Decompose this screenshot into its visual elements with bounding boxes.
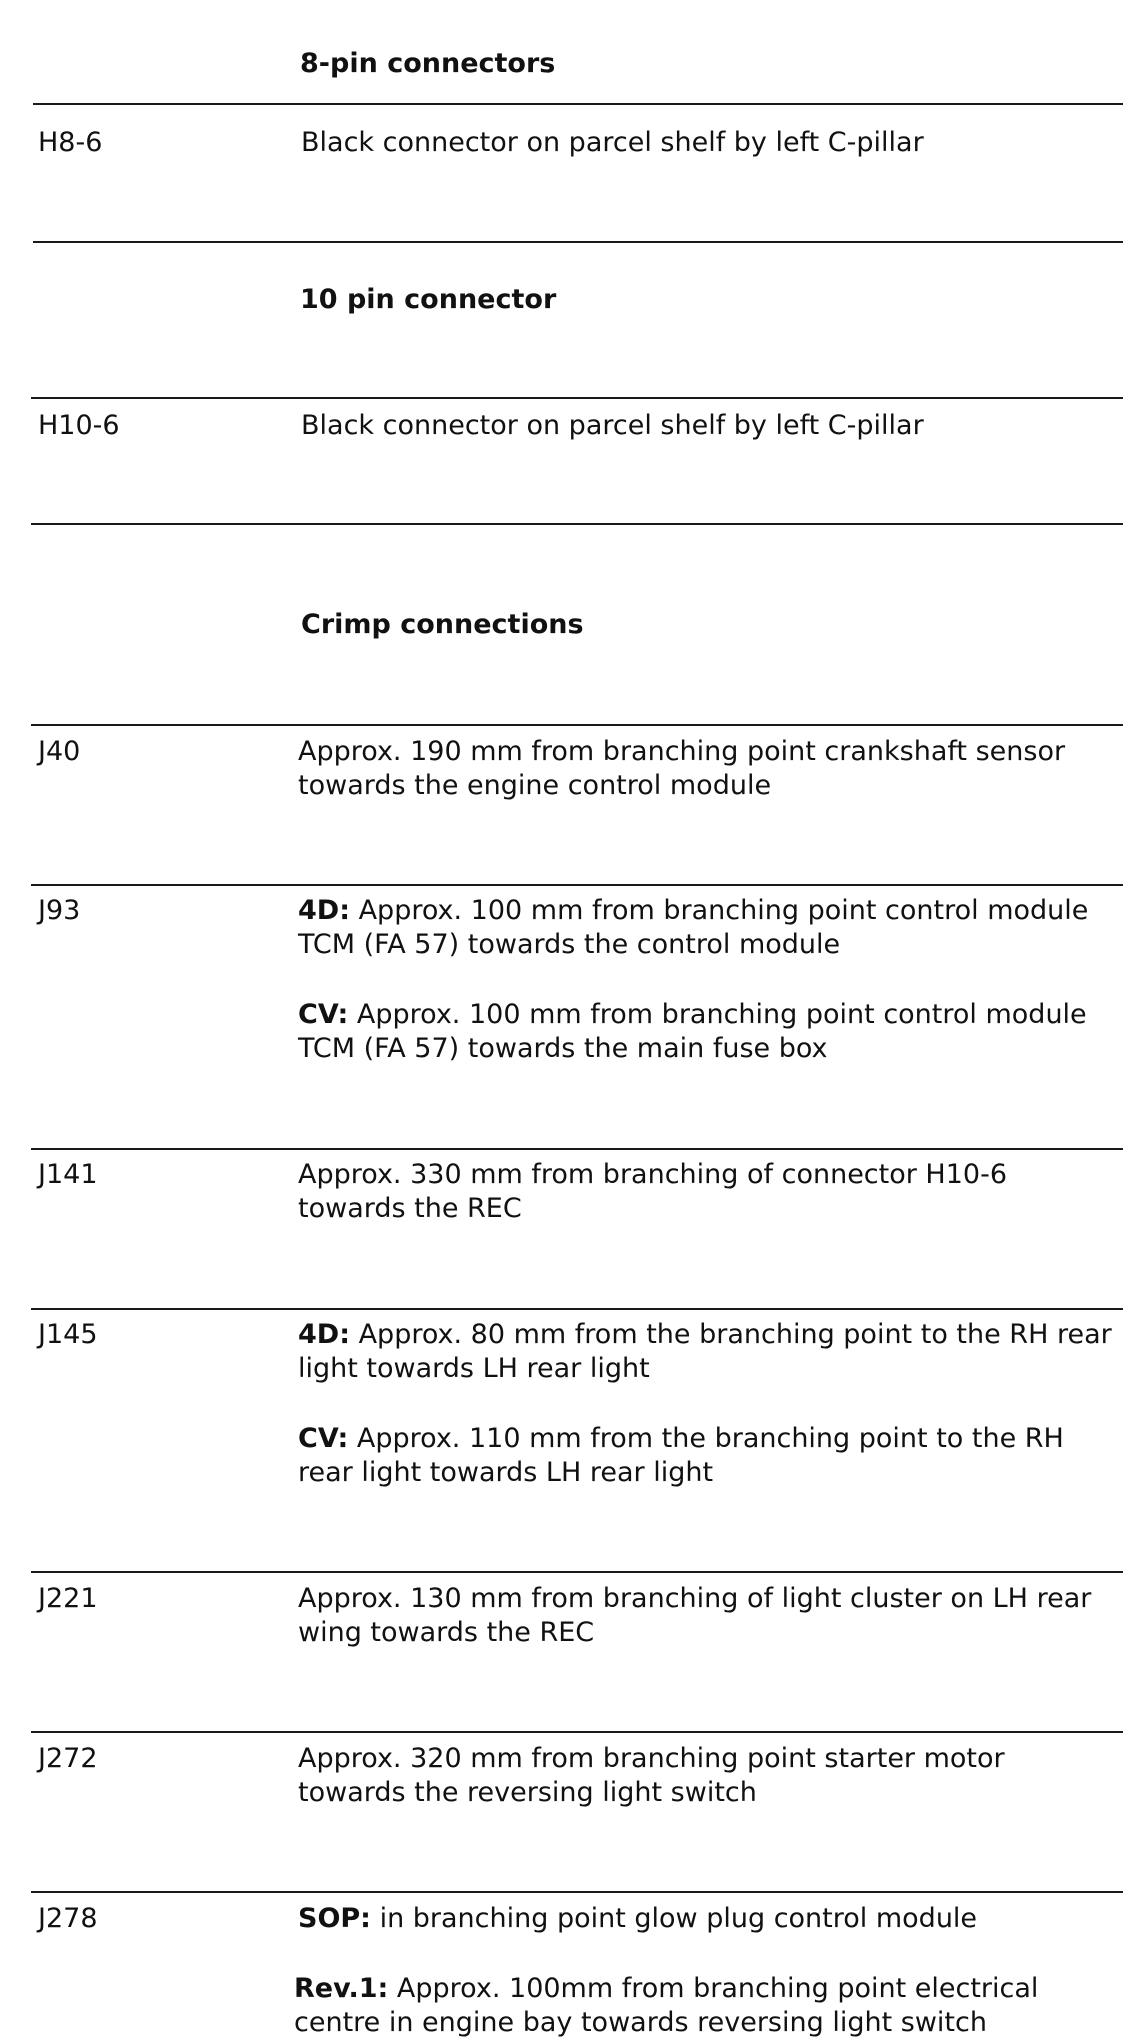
table-rule [31, 397, 1123, 399]
connector-description: SOP: in branching point glow plug control module Rev.1: Approx. 100mm from branching point electrical centre in engine bay towards reversing light switch [294, 1903, 1039, 2038]
connector-description: 4D: Approx. 100 mm from branching point control module TCM (FA 57) towards the control module CV: Approx. 100 mm from branching point control module TCM (FA 57) towards the main fuse box [298, 895, 1089, 1064]
table-rule [31, 724, 1123, 726]
section-heading-8-pin: 8-pin connectors [300, 48, 556, 79]
connector-code: J272 [38, 1743, 98, 1774]
table-rule [31, 1148, 1123, 1150]
section-heading-crimp: Crimp connections [301, 609, 584, 640]
variant-label: SOP: [298, 1903, 371, 1934]
connector-description: Approx. 190 mm from branching point crankshaft sensor towards the engine control module [298, 736, 1066, 801]
connector-description: Approx. 320 mm from branching point starter motor towards the reversing light switch [298, 1743, 1005, 1808]
connector-description: 4D: Approx. 80 mm from the branching point to the RH rear light towards LH rear light CV: Approx. 110 mm from the branching point to the RH rear light towards LH rear light [298, 1319, 1112, 1488]
table-rule [31, 523, 1123, 525]
connector-code: H10-6 [38, 410, 120, 441]
table-rule [31, 884, 1123, 886]
connector-code: J141 [38, 1159, 98, 1190]
section-heading-10-pin: 10 pin connector [300, 284, 557, 315]
variant-label: Rev.1: [294, 1973, 389, 2004]
variant-label: CV: [298, 999, 349, 1030]
connector-description: Black connector on parcel shelf by left C-pillar [301, 410, 924, 441]
connector-description: Approx. 130 mm from branching of light cluster on LH rear wing towards the REC [298, 1583, 1092, 1648]
table-rule [31, 1571, 1123, 1573]
connector-description: Approx. 330 mm from branching of connector H10-6 towards the REC [298, 1159, 1008, 1224]
variant-label: CV: [298, 1423, 349, 1454]
connector-code: J278 [38, 1903, 98, 1934]
table-rule [31, 1308, 1123, 1310]
connector-code: H8-6 [38, 127, 103, 158]
connector-description: Black connector on parcel shelf by left C-pillar [301, 127, 924, 158]
connector-code: J93 [38, 895, 81, 926]
variant-label: 4D: [298, 1319, 350, 1350]
table-rule [31, 1731, 1123, 1733]
table-rule [33, 103, 1123, 105]
connector-code: J221 [38, 1583, 98, 1614]
connector-code: J40 [38, 736, 81, 767]
table-rule [31, 1891, 1123, 1893]
table-rule [33, 241, 1123, 243]
variant-label: 4D: [298, 895, 350, 926]
connector-code: J145 [38, 1319, 98, 1350]
